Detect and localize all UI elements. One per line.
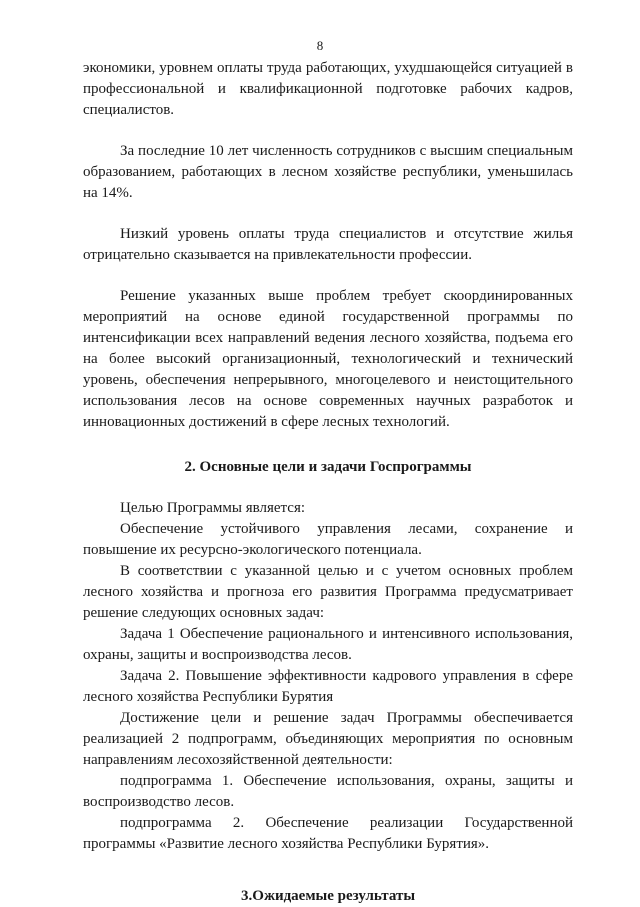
paragraph-10: Достижение цели и решение задач Программы обеспечивается реализацией 2 подпрограмм, объединяющих мероприятия по основным направлениям лесохозяйственной деятельности: <box>83 710 573 768</box>
paragraph-8: Задача 1 Обеспечение рационального и интенсивного использования, охраны, защиты и воспроизводства лесов. <box>83 626 573 663</box>
paragraph-7: В соответствии с указанной целью и с учетом основных проблем лесного хозяйства и прогноза его развития Программа предусматривает решение следующих основных задач: <box>83 563 573 621</box>
paragraph-1: экономики, уровнем оплаты труда работающих, ухудшающейся ситуацией в профессиональной и квалификационной подготовке рабочих кадров, специалистов. <box>83 60 573 118</box>
page-number: 8 <box>316 38 324 53</box>
section-heading-3: 3.Ожидаемые результаты <box>240 888 416 904</box>
section-heading-2: 2. Основные цели и задачи Госпрограммы <box>184 459 472 475</box>
paragraph-5: Целью Программы является: <box>120 500 306 516</box>
document-body <box>83 58 573 907</box>
paragraph-4: Решение указанных выше проблем требует скоординированных мероприятий на основе единой государственной программы по интенсификации всех направлений ведения лесного хозяйства, подъема его на более высокий организационный, технологический и технический уровень, обеспечения непрерывного, многоцелевого и неистощительного использования лесов на основе современных научных разработок и инновационных достижений в сфере лесных технологий. <box>83 288 573 430</box>
paragraph-3: Низкий уровень оплаты труда специалистов и отсутствие жилья отрицательно сказывается на привлекательности профессии. <box>83 226 573 263</box>
paragraph-12: подпрограмма 2. Обеспечение реализации Государственной программы «Развитие лесного хозяйства Республики Бурятия». <box>83 815 573 852</box>
paragraph-2: За последние 10 лет численность сотрудников с высшим специальным образованием, работающих в лесном хозяйстве республики, уменьшилась на 14%. <box>83 143 573 201</box>
paragraph-11: подпрограмма 1. Обеспечение использования, охраны, защиты и воспроизводство лесов. <box>83 773 573 810</box>
paragraph-6: Обеспечение устойчивого управления лесами, сохранение и повышение их ресурсно-экологического потенциала. <box>83 521 573 558</box>
paragraph-9: Задача 2. Повышение эффективности кадрового управления в сфере лесного хозяйства Республики Бурятия <box>83 668 573 705</box>
